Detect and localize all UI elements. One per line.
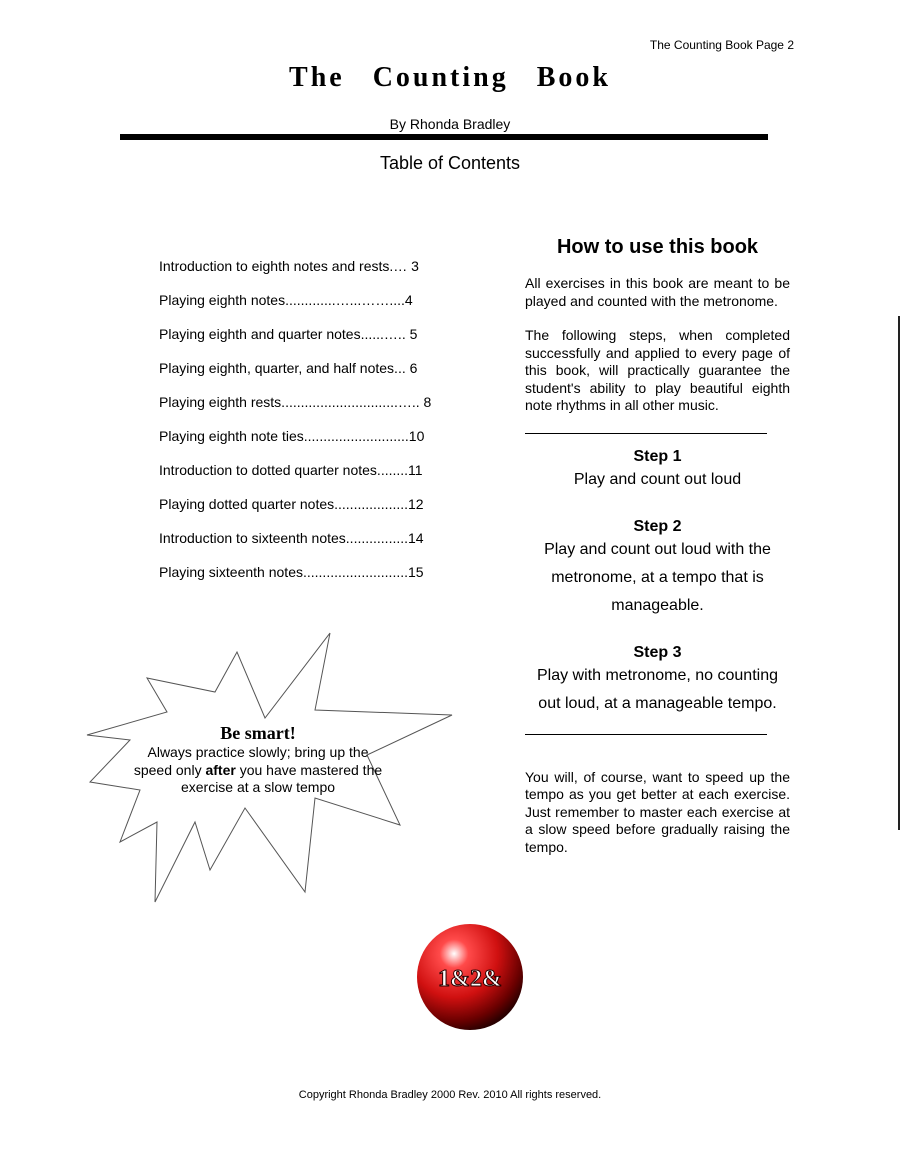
book-title: The Counting Book <box>289 62 611 93</box>
toc-entry: Playing dotted quarter notes...................12 <box>159 496 424 512</box>
step-1-text: Play and count out loud <box>573 470 742 488</box>
callout-text <box>133 722 383 797</box>
toc-entry: Playing sixteenth notes...........................15 <box>159 564 424 580</box>
step-1-title: Step 1 <box>633 447 682 465</box>
callout-title: Be smart! <box>220 723 296 743</box>
page-label: The Counting Book Page 2 <box>649 38 794 52</box>
step-3-text: Play with metronome, no counting out loud, at a manageable tempo. <box>536 666 778 712</box>
toc-entry: Playing eighth notes.............…...……....4 <box>159 292 413 308</box>
step-2-text: Play and count out loud with the metronome, at a tempo that is manageable. <box>544 540 771 614</box>
counting-ball-logo <box>412 920 527 1040</box>
how-to-heading: How to use this book <box>556 236 759 258</box>
toc-entry: Playing eighth and quarter notes......….. 5 <box>159 326 418 342</box>
intro-paragraph: All exercises in this book are meant to be played and counted with the metronome. <box>525 275 790 309</box>
copyright-footer: Copyright Rhonda Bradley 2000 Rev. 2010 All rights reserved. <box>298 1089 602 1101</box>
step-3-title: Step 3 <box>633 643 682 661</box>
toc-entry: Introduction to dotted quarter notes........11 <box>159 462 423 478</box>
callout-line-1: Always practice slowly; bring up the speed only <box>133 744 369 778</box>
steps-paragraph: The following steps, when completed successfully and applied to every page of this book, will practically guarantee the student's ability to play beautiful eighth note rhythms in all other music. <box>525 327 790 413</box>
step-2-title: Step 2 <box>633 517 682 535</box>
toc-entry: Introduction to sixteenth notes................14 <box>159 530 424 546</box>
how-to-section <box>525 236 790 856</box>
toc-heading: Table of Contents <box>379 153 521 173</box>
author-byline: By Rhonda Bradley <box>389 116 511 132</box>
callout-line-2: you have mastered the exercise at a slow tempo <box>180 761 383 795</box>
closing-paragraph: You will, of course, want to speed up the tempo as you get better at each exercise. Just remember to master each exercise at a slow speed before gradually raising the tempo. <box>525 768 790 855</box>
red-ball-icon <box>412 920 527 1035</box>
toc-entry: Playing eighth rests..............................….. 8 <box>159 394 432 410</box>
callout-emphasis: after <box>205 761 236 778</box>
toc-entry: Playing eighth, quarter, and half notes... 6 <box>159 360 418 376</box>
toc-entry: Playing eighth note ties...........................10 <box>159 428 425 444</box>
title-rule <box>120 134 768 140</box>
toc-entry: Introduction to eighth notes and rests.… 3 <box>159 258 419 274</box>
ball-label: 1&2& <box>438 966 502 992</box>
be-smart-callout <box>85 630 455 905</box>
table-of-contents <box>159 257 439 597</box>
